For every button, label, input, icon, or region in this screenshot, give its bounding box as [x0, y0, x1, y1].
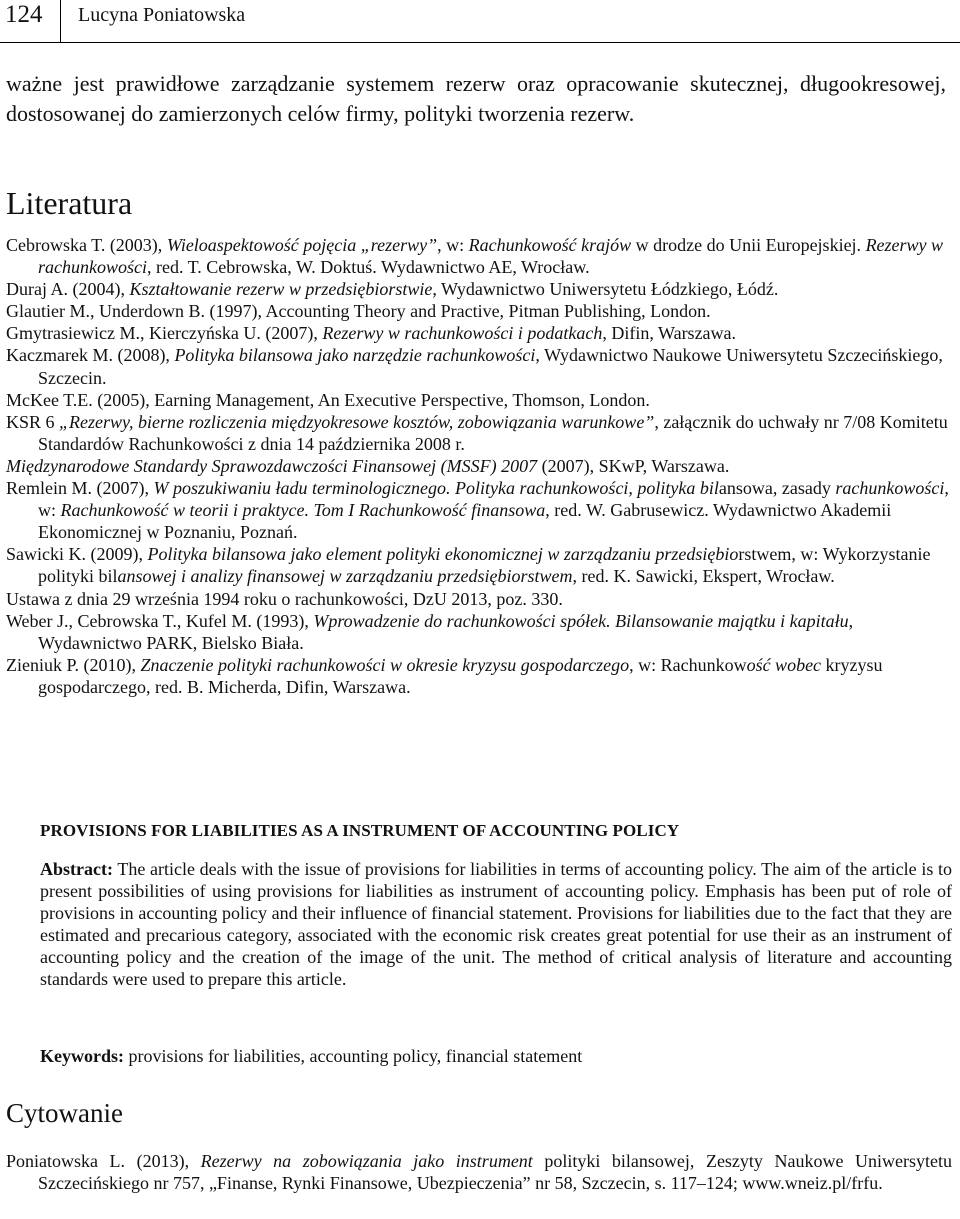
keywords-label: Keywords: — [40, 1046, 124, 1066]
abstract-text: The article deals with the issue of provisions for liabilities in terms of accounting policy. The aim of the article is to present possibilities of using provisions for liabilities as instrument of accounting policy. Emphasis has been put of role of provisions in accounting policy and their influence of financial statement. Provisions for liabilities due to the fact that they are estimated and precarious category, associated with the economic risk creates great potential for use their as an instrument of accounting policy and the creation of the image of the unit. The method of critical analysis of literature and accounting standards were used to prepare this article. — [40, 859, 952, 990]
reference-item: Sawicki K. (2009), Polityka bilansowa jako element polityki ekonomicznej w zarządzaniu przedsiębiorstwem, w: Wykorzystanie polityki bilansowej i analizy finansowej w zarządzaniu przedsiębiorstwem, red. K. Sawicki, Ekspert, Wrocław. — [6, 544, 931, 587]
reference-item: Cebrowska T. (2003), Wieloaspektowość pojęcia „rezerwy”, w: Rachunkowość krajów w drodze do Unii Europejskiej. Rezerwy w rachunkowości, red. T. Cebrowska, W. Doktuś. Wydawnictwo AE, Wrocław. — [6, 235, 944, 278]
abstract-label: Abstract: — [40, 859, 113, 879]
reference-item: Glautier M., Underdown B. (1997), Accounting Theory and Practive, Pitman Publishing, London. — [6, 301, 711, 322]
keywords-line — [40, 1045, 952, 1067]
header-divider-vertical — [60, 0, 61, 42]
reference-item: Kaczmarek M. (2008), Polityka bilansowa jako narzędzie rachunkowości, Wydawnictwo Naukowe Uniwersytetu Szczecińskiego, Szczecin. — [6, 345, 943, 388]
citation-heading: Cytowanie — [6, 1098, 123, 1128]
citation-paragraph: Poniatowska L. (2013), Rezerwy na zobowiązania jako instrument polityki bilansowej, Zeszyty Naukowe Uniwersytetu Szczecińskiego nr 757, „Finanse, Rynki Finansowe, Ubezpieczenia” nr 58, Szczecin, s. 117–124; www.wneiz.pl/frfu. — [6, 1151, 952, 1194]
intro-paragraph: ważne jest prawidłowe zarządzanie systemem rezerw oraz opracowanie skutecznej, długookresowej, dostosowanej do zamierzonych celów firmy, polityki tworzenia rezerw. — [6, 71, 946, 126]
reference-item: Ustawa z dnia 29 września 1994 roku o rachunkowości, DzU 2013, poz. 330. — [6, 588, 563, 609]
literature-heading: Literatura — [6, 185, 133, 221]
reference-item: Remlein M. (2007), W poszukiwaniu ładu terminologicznego. Polityka rachunkowości, polityka bilansowa, zasady rachunkowości, w: Rachunkowość w teorii i praktyce. Tom I Rachunkowość finansowa, red. W. Gabrusewicz. Wydawnictwo Akademii Ekonomicznej w Poznaniu, Poznań. — [6, 478, 949, 543]
reference-item: McKee T.E. (2005), Earning Management, An Executive Perspective, Thomson, London. — [6, 389, 650, 410]
abstract-paragraph — [40, 858, 952, 991]
keywords-text: provisions for liabilities, accounting policy, financial statement — [124, 1046, 583, 1066]
header-divider-horizontal — [0, 42, 960, 43]
running-header — [0, 0, 960, 42]
running-head-author: Lucyna Poniatowska — [78, 4, 246, 26]
reference-item: KSR 6 „Rezerwy, bierne rozliczenia międzyokresowe kosztów, zobowiązania warunkowe”, załącznik do uchwały nr 7/08 Komitetu Standardów Rachunkowości z dnia 14 października 2008 r. — [6, 411, 948, 454]
reference-item: Duraj A. (2004), Kształtowanie rezerw w przedsiębiorstwie, Wydawnictwo Uniwersytetu Łódzkiego, Łódź. — [6, 279, 779, 300]
reference-item: Gmytrasiewicz M., Kierczyńska U. (2007), Rezerwy w rachunkowości i podatkach, Difin, Warszawa. — [6, 323, 737, 344]
reference-item: Międzynarodowe Standardy Sprawozdawczości Finansowej (MSSF) 2007 (2007), SKwP, Warszawa. — [6, 455, 730, 476]
reference-item: Zieniuk P. (2010), Znaczenie polityki rachunkowości w okresie kryzysu gospodarczego, w: Rachunkowość wobec kryzysu gospodarczego, red. B. Micherda, Difin, Warszawa. — [6, 654, 883, 697]
english-title: PROVISIONS FOR LIABILITIES AS A INSTRUMENT OF ACCOUNTING POLICY — [40, 821, 680, 840]
reference-item: Weber J., Cebrowska T., Kufel M. (1993), Wprowadzenie do rachunkowości spółek. Bilansowanie majątku i kapitału, Wydawnictwo PARK, Bielsko Biała. — [6, 610, 854, 653]
page-number: 124 — [5, 1, 43, 28]
reference-list — [6, 234, 954, 698]
